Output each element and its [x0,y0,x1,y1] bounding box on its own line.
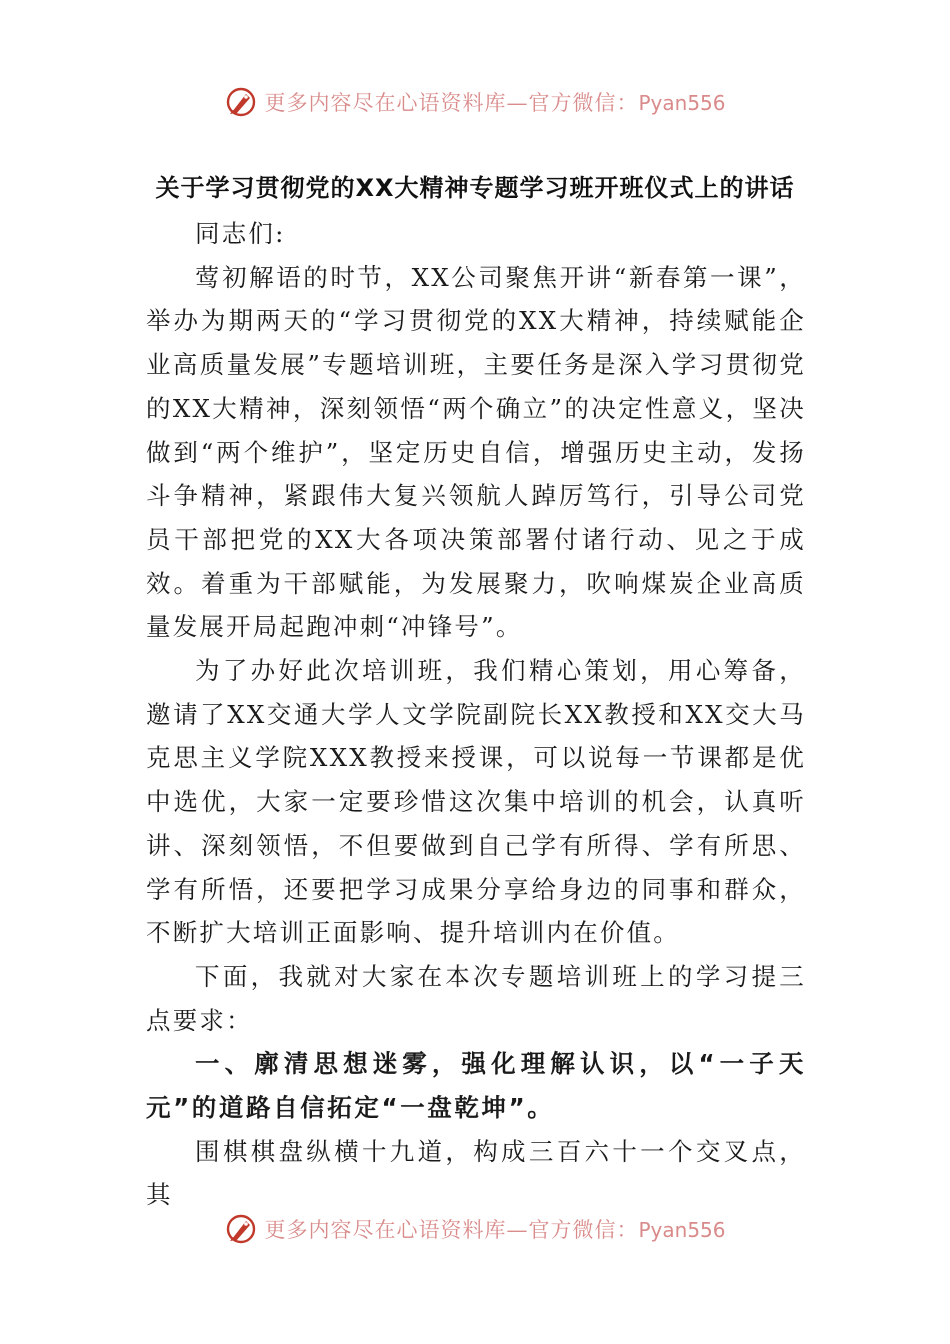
watermark-header [0,82,950,122]
pen-nib-logo-icon [224,1212,258,1246]
salutation: 同志们: [195,219,286,248]
watermark-footer [0,1209,950,1249]
watermark-text: 更多内容尽在心语资料库—官方微信：Pyan556 [264,91,726,115]
document-body [146,212,806,1217]
paragraph-2: 为了办好此次培训班，我们精心策划，用心筹备，邀请了XX交通大学人文学院副院长XX教授和XX交大马克思主义学院XXX教授来授课，可以说每一节课都是优中选优，大家一定要珍惜这次集中培训的机会，认真听讲、深刻领悟，不但要做到自己学有所得、学有所思、学有所悟，还要把学习成果分享给身边的同事和群众，不断扩大培训正面影响、提升培训内在价值。 [146,656,806,948]
paragraph-1: 莺初解语的时节，XX公司聚焦开讲“新春第一课”，举办为期两天的“学习贯彻党的XX大精神，持续赋能企业高质量发展”专题培训班，主要任务是深入学习贯彻党的XX大精神，深刻领悟“两个确立”的决定性意义，坚决做到“两个维护”，坚定历史自信，增强历史主动，发扬斗争精神，紧跟伟大复兴领航人踔厉笃行，引导公司党员干部把党的XX大各项决策部署付诸行动、见之于成效。着重为干部赋能，为发展聚力，吹响煤炭企业高质量发展开局起跑冲刺“冲锋号”。 [146,262,806,642]
paragraph-3: 下面，我就对大家在本次专题培训班上的学习提三点要求： [146,961,806,1035]
pen-nib-logo-icon [224,85,258,119]
wechat-id: Pyan556 [638,1218,726,1242]
paragraph-4: 围棋棋盘纵横十九道，构成三百六十一个交叉点，其 [146,1136,806,1210]
wechat-id: Pyan556 [638,91,726,115]
section-heading: 一、廓清思想迷雾，强化理解认识，以“一子天元”的道路自信拓定“一盘乾坤”。 [146,1049,806,1123]
document-title: 关于学习贯彻党的XX大精神专题学习班开班仪式上的讲话 [155,174,795,202]
watermark-text: 更多内容尽在心语资料库—官方微信：Pyan556 [264,1218,726,1242]
